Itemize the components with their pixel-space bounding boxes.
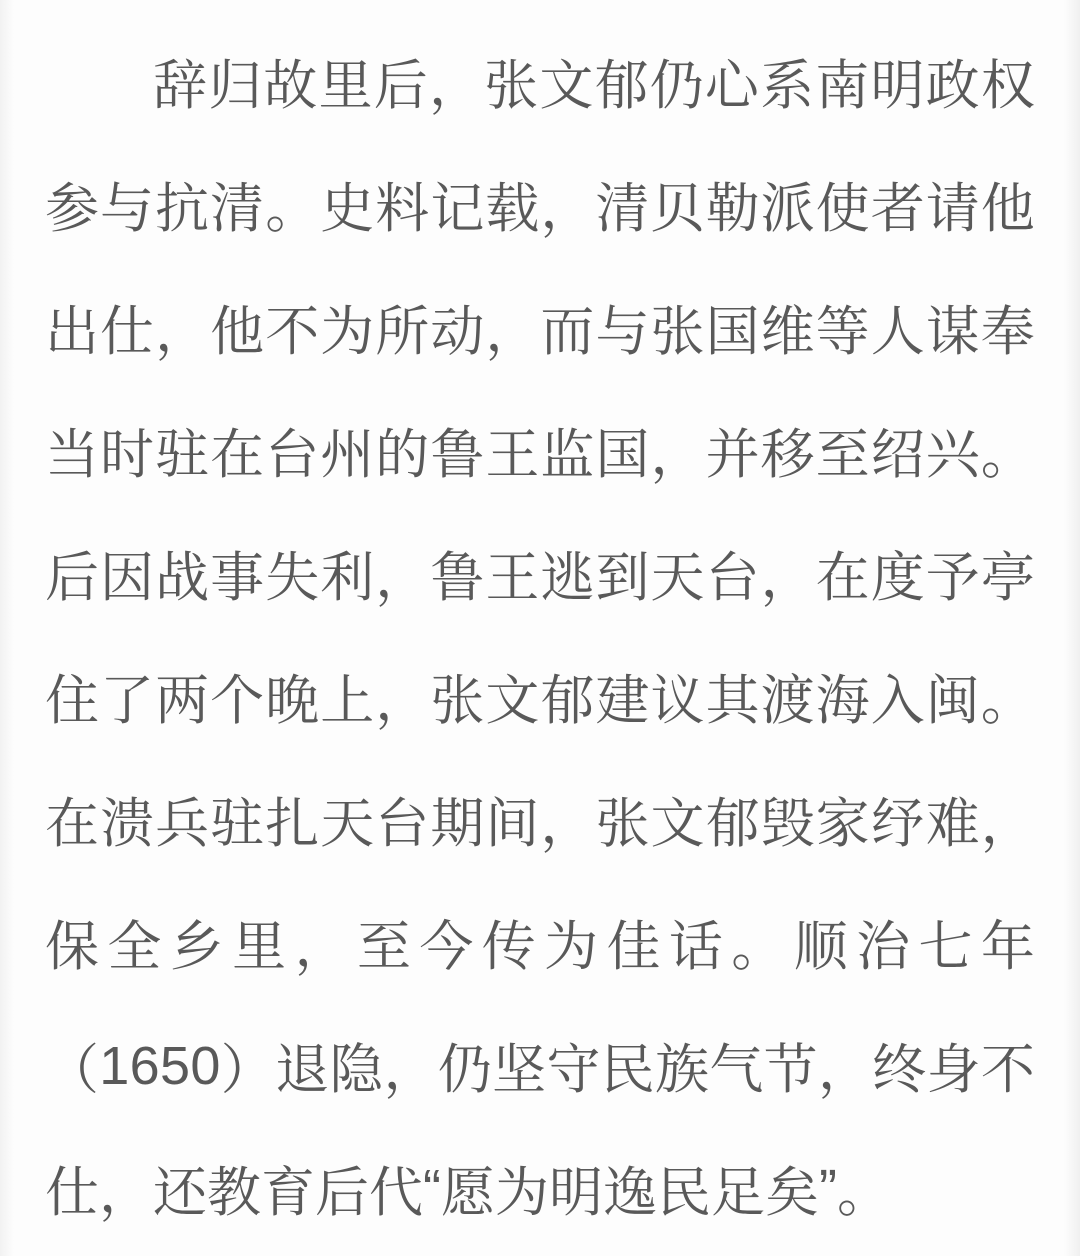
character: 人 [870,302,925,362]
text-line [45,881,1035,1004]
text-line [45,635,1035,758]
character: 权 [980,56,1035,116]
character: 台 [265,425,320,485]
character: 他 [210,302,265,362]
character: 所 [375,302,430,362]
character: 请 [925,179,980,239]
paragraph [45,20,1035,1250]
character: 维 [760,302,815,362]
character: 张 [484,56,539,116]
character: 入 [870,671,925,731]
character: 驻 [210,794,265,854]
character: 在 [210,425,265,485]
character: 驻 [155,425,210,485]
character: （ [45,1040,99,1100]
character: 在 [45,794,99,854]
text-line [45,389,1035,512]
character: 渡 [760,671,815,731]
character: 张 [650,302,705,362]
character: ， [980,794,1035,854]
character: 失 [265,548,320,608]
character: 七 [918,917,973,977]
character: 矣 [764,1163,819,1223]
character: 守 [546,1040,601,1100]
character: ， [375,548,430,608]
character: 6 [129,1035,160,1096]
text-line [45,20,1035,143]
character: 上 [320,671,375,731]
character: 里 [232,917,287,977]
character: 毁 [760,794,815,854]
character: 天 [320,794,375,854]
character: ” [818,1158,837,1219]
character: 后 [315,1163,369,1223]
character: 育 [261,1163,315,1223]
character: ， [817,1040,872,1100]
character: 州 [320,425,375,485]
character: 文 [485,671,540,731]
character: 。 [836,1163,891,1223]
character: 天 [650,548,705,608]
character: 至 [815,425,870,485]
character: 闽 [925,671,980,731]
character: 年 [980,917,1035,977]
character: 后 [45,548,99,608]
character: 纾 [870,794,925,854]
character: 故 [263,56,318,116]
character: 1 [99,1035,130,1096]
character: 。 [980,671,1035,731]
character: 派 [760,179,815,239]
character: 张 [430,671,485,731]
character: ， [485,302,540,362]
character: 明 [870,56,925,116]
character: ， [155,302,210,362]
character: 。 [265,179,320,239]
character: 文 [650,794,705,854]
character: 间 [485,794,540,854]
character: 归 [208,56,263,116]
character: 难 [925,794,980,854]
character: 坚 [492,1040,547,1100]
character: 抗 [155,179,210,239]
character: 度 [870,548,925,608]
character: 贝 [650,179,705,239]
character: 郁 [705,794,760,854]
character: 。 [731,917,786,977]
character: 载 [485,179,540,239]
character: 传 [481,917,536,977]
character: 张 [595,794,650,854]
character: 战 [155,548,210,608]
character: ， [383,1040,438,1100]
character: 绍 [870,425,925,485]
text-line [45,512,1035,635]
character: 使 [815,179,870,239]
character: 族 [655,1040,710,1100]
character: 而 [540,302,595,362]
character: 清 [210,179,265,239]
character: 等 [815,302,870,362]
character: 两 [155,671,210,731]
character: 治 [856,917,911,977]
character: 在 [815,548,870,608]
character: ， [375,671,430,731]
character: 佳 [606,917,661,977]
character: 扎 [265,794,320,854]
character: 料 [375,179,430,239]
character: 乡 [169,917,224,977]
character: 鲁 [430,425,485,485]
character: 兵 [155,794,210,854]
character: 南 [815,56,870,116]
character: 监 [540,425,595,485]
character: 的 [375,425,430,485]
character: 仍 [437,1040,492,1100]
character: 为 [494,1163,549,1223]
character: 勒 [705,179,760,239]
character: 民 [656,1163,711,1223]
character: 建 [595,671,650,731]
character: 明 [548,1163,603,1223]
character: 溃 [100,794,155,854]
character: 奉 [980,302,1035,362]
character: ， [428,56,483,116]
character: 国 [705,302,760,362]
character: 谋 [925,302,980,362]
character: 里 [318,56,373,116]
character: 仍 [649,56,704,116]
character: 至 [356,917,411,977]
character: 到 [595,548,650,608]
character: 利 [320,548,375,608]
character: 海 [815,671,870,731]
character: 事 [210,548,265,608]
character: 台 [705,548,760,608]
text-line [45,1004,1035,1127]
text-line [45,143,1035,266]
character: 全 [107,917,162,977]
character: 为 [544,917,599,977]
character: 系 [760,56,815,116]
character: 。 [980,425,1035,485]
character: 话 [668,917,723,977]
character: 家 [815,794,870,854]
character: 逃 [540,548,595,608]
character: 为 [320,302,375,362]
character: 终 [872,1040,927,1100]
character: 隐 [329,1040,384,1100]
character: ， [650,425,705,485]
character: 与 [595,302,650,362]
character: 5 [159,1035,191,1096]
character: 身 [926,1040,981,1100]
character: 今 [419,917,474,977]
character: 王 [485,548,540,608]
character: 王 [485,425,540,485]
character: 退 [274,1040,329,1100]
character: 史 [320,179,375,239]
character: 郁 [594,56,649,116]
character: 记 [430,179,485,239]
character: ， [540,794,595,854]
character: 动 [430,302,485,362]
character: 住 [45,671,99,731]
character: ， [99,1163,153,1223]
character: 郁 [540,671,595,731]
character: 节 [763,1040,818,1100]
character: 移 [760,425,815,485]
character: 因 [100,548,155,608]
character: 并 [705,425,760,485]
character: 台 [375,794,430,854]
character: 他 [980,179,1035,239]
character: 教 [207,1163,261,1223]
character: 顺 [793,917,848,977]
character: 气 [709,1040,764,1100]
character: 足 [710,1163,765,1223]
character: 者 [870,179,925,239]
character: 逸 [602,1163,657,1223]
character: 当 [45,425,99,485]
character: 亭 [980,548,1035,608]
character: 议 [650,671,705,731]
character: 出 [45,302,99,362]
text-line [45,1127,1035,1250]
character: 仕 [45,1163,99,1223]
character: 不 [980,1040,1035,1100]
character: 兴 [925,425,980,485]
character: 代 [369,1163,423,1223]
character: ， [540,179,595,239]
character: ） [220,1040,275,1100]
character: 个 [210,671,265,731]
character: ， [294,917,349,977]
character: 辞 [153,56,207,116]
character: 与 [100,179,155,239]
character: 愿 [440,1163,495,1223]
character: 还 [153,1163,207,1223]
character: 保 [45,917,99,977]
character: 仕 [100,302,155,362]
character: “ [423,1158,441,1219]
character: 政 [925,56,980,116]
character: 心 [704,56,759,116]
character: 参 [45,179,99,239]
character: 期 [430,794,485,854]
character: 予 [925,548,980,608]
character: 清 [595,179,650,239]
character: 文 [539,56,594,116]
character: 民 [600,1040,655,1100]
character: 0 [190,1035,221,1096]
character: 晚 [265,671,320,731]
character: 鲁 [430,548,485,608]
character: 时 [100,425,155,485]
text-line [45,266,1035,389]
character: 后 [373,56,428,116]
character: 其 [705,671,760,731]
text-line [45,758,1035,881]
character: 不 [265,302,320,362]
character: ， [760,548,815,608]
character: 了 [100,671,155,731]
character: 国 [595,425,650,485]
